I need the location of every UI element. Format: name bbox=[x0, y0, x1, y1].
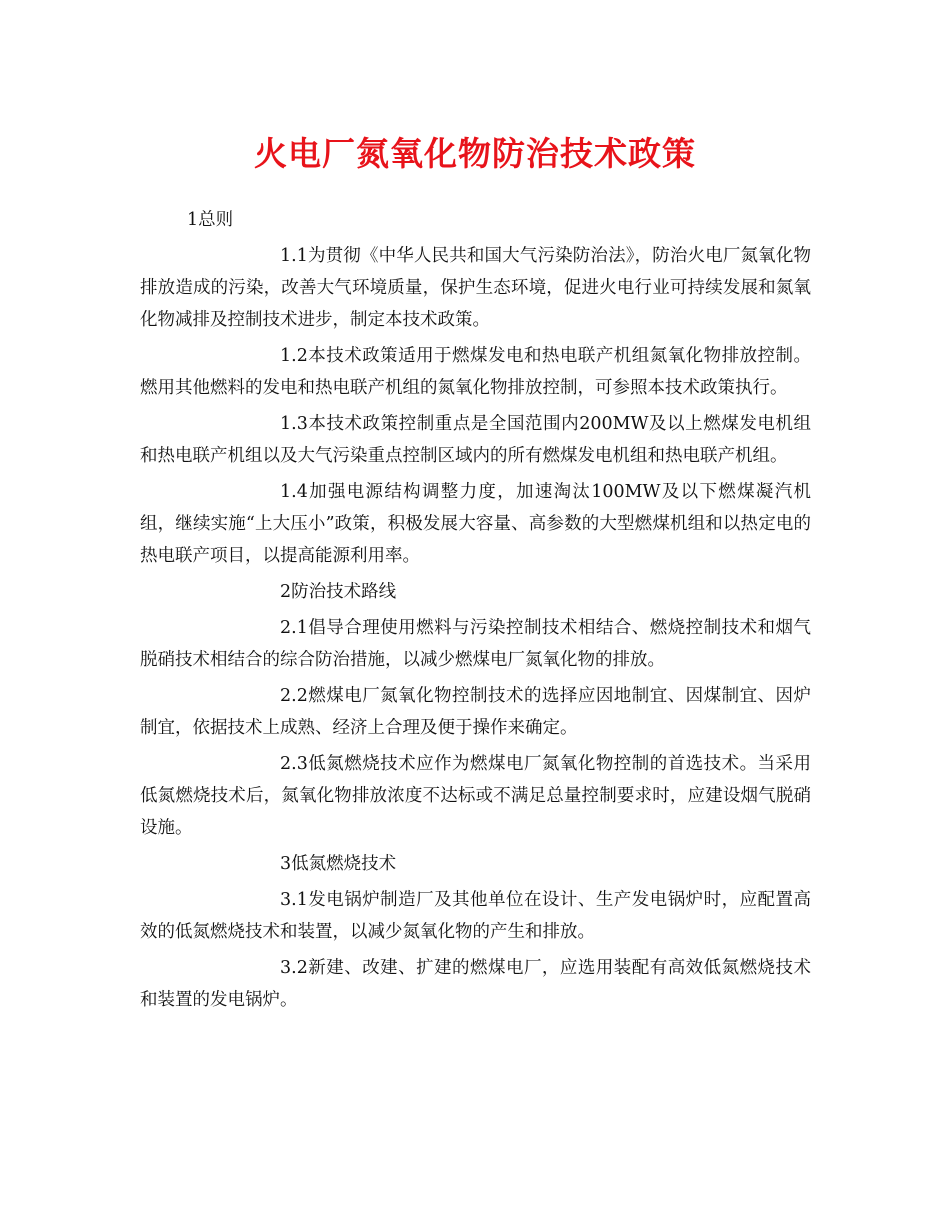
paragraph: 2.3低氮燃烧技术应作为燃煤电厂氮氧化物控制的首选技术。当采用低氮燃烧技术后，氮氧化物排放浓度不达标或不满足总量控制要求时，应建设烟气脱硝设施。 bbox=[140, 754, 811, 838]
paragraph: 1.2本技术政策适用于燃煤发电和热电联产机组氮氧化物排放控制。燃用其他燃料的发电和热电联产机组的氮氧化物排放控制，可参照本技术政策执行。 bbox=[140, 346, 811, 398]
section-heading: 3低氮燃烧技术 bbox=[280, 854, 397, 874]
paragraph: 1.3本技术政策控制重点是全国范围内200MW及以上燃煤发电机组和热电联产机组以及大气污染重点控制区域内的所有燃煤发电机组和热电联产机组。 bbox=[140, 414, 811, 466]
paragraph: 3.2新建、改建、扩建的燃煤电厂，应选用装配有高效低氮燃烧技术和装置的发电锅炉。 bbox=[140, 958, 811, 1010]
paragraph: 2.1倡导合理使用燃料与污染控制技术相结合、燃烧控制技术和烟气脱硝技术相结合的综合防治措施，以减少燃煤电厂氮氧化物的排放。 bbox=[140, 618, 811, 670]
paragraph: 3.1发电锅炉制造厂及其他单位在设计、生产发电锅炉时，应配置高效的低氮燃烧技术和装置，以减少氮氧化物的产生和排放。 bbox=[140, 890, 811, 942]
section-heading: 2防治技术路线 bbox=[280, 582, 397, 602]
paragraph: 2.2燃煤电厂氮氧化物控制技术的选择应因地制宜、因煤制宜、因炉制宜，依据技术上成熟、经济上合理及便于操作来确定。 bbox=[140, 686, 811, 738]
paragraph: 1.4加强电源结构调整力度，加速淘汰100MW及以下燃煤凝汽机组，继续实施“上大压小”政策，积极发展大容量、高参数的大型燃煤机组和以热定电的热电联产项目，以提高能源利用率。 bbox=[140, 482, 811, 566]
document-body bbox=[140, 204, 811, 1020]
document-title: 火电厂氮氧化物防治技术政策 bbox=[254, 134, 696, 173]
paragraph: 1.1为贯彻《中华人民共和国大气污染防治法》，防治火电厂氮氧化物排放造成的污染，改善大气环境质量，保护生态环境，促进火电行业可持续发展和氮氧化物减排及控制技术进步，制定本技术政策。 bbox=[140, 246, 811, 330]
section-heading: 1总则 bbox=[187, 210, 234, 230]
